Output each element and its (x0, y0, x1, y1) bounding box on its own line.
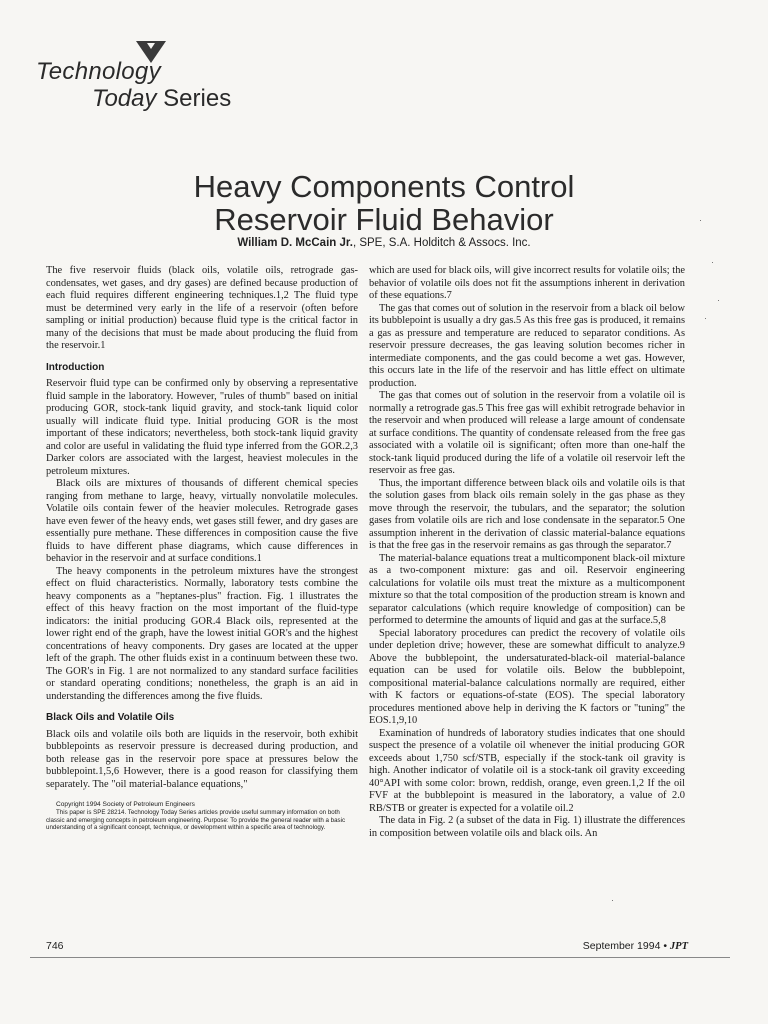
body-paragraph: Thus, the important difference between black oils and volatile oils is that the solution gases from black oils remain solely in the gas phase as they move through the reservoir, the tubulars, and the separator; the solution gases from volatile oils are rich and lose condensate in the separator.5 One assumption inherent in the derivation of classic material-balance equations is that the free gas in the reservoir remains as gas through the separator.7 (369, 477, 685, 551)
footer-rule (30, 957, 730, 958)
body-paragraph: which are used for black oils, will give incorrect results for volatile oils; the behavior of volatile oils does not fit the assumptions inherent in derivation of these equations.7 (369, 265, 685, 301)
author-line (0, 237, 768, 249)
body-paragraph: Black oils and volatile oils both are liquids in the reservoir, both exhibit bubblepoints as reservoir pressure is decreased during production, and both release gas in the reservoir pore space at pressures below the bubblepoint.1,5,6 However, there is a good reason for classifying them separately. The "oil material-balance equations," (46, 728, 358, 790)
series-note: This paper is SPE 28214. Technology Today Series articles provide useful summary information on both classic and emerging concepts in petroleum engineering. Purpose: To provide the general reader with a basic understanding of a significant concept, technique, or development within a specific area of technology. (46, 809, 346, 831)
title-line-1: Heavy Components Control (193, 169, 575, 204)
page-number: 746 (46, 940, 64, 952)
series-title-technology: Technology (36, 58, 161, 85)
scan-speck (705, 318, 706, 319)
body-paragraph: The material-balance equations treat a multicomponent black-oil mixture as a two-component mixture: gas and oil. Reservoir engineering calculations for volatile oils must treat the mixture as a multicomponent mixture so that the total composition of the production stream is known and separator calculations (which require knowledge of composition) can be performed to determine the amounts of liquid and gas at the surface.5,8 (369, 552, 685, 626)
author-name: William D. McCain Jr. (237, 237, 353, 249)
footnotes (46, 801, 358, 832)
series-today: Today (92, 85, 157, 112)
series-word: Series (156, 85, 232, 112)
copyright-notice: Copyright 1994 Society of Petroleum Engineers (56, 801, 195, 808)
intro-paragraph: The five reservoir fluids (black oils, volatile oils, retrograde gas-condensates, wet gases, and dry gases) are defined because production of each fluid requires different engineering techniques.1,2 The fluid type must be determined very early in the life of a reservoir (often before sampling or initial production) because fluid type is the critical factor in many of the decisions that must be made about producing the fluid from the reservoir.1 (46, 265, 358, 351)
issue-date: September 1994 • (582, 940, 670, 952)
journal-name: JPT (669, 941, 688, 952)
scan-speck (612, 900, 613, 901)
right-column (369, 265, 685, 840)
body-paragraph: The data in Fig. 2 (a subset of the data in Fig. 1) illustrate the differences in composition between volatile oils and black oils. An (369, 815, 685, 839)
footer-date (583, 940, 688, 952)
scan-speck (700, 220, 701, 221)
body-paragraph: Black oils are mixtures of thousands of different chemical species ranging from methane to large, heavy, virtually nonvolatile molecules. Volatile oils contain fewer of the heavier molecules. Retrograde gases have even fewer of the heavy ends, wet gases still fewer, and dry gases are essentially pure methane. These differences in composition cause the five fluids to have different phase diagrams, which cause differences in behavior in the reservoir and at surface conditions.1 (46, 478, 358, 564)
body-paragraph: Examination of hundreds of laboratory studies indicates that one should suspect the presence of a volatile oil whenever the initial producing GOR exceeds about 1,750 scf/STB, especially if the stock-tank oil gravity is high. Another indicator of volatile oil is a stock-tank oil gravity exceeding 40°API with some color: brown, reddish, orange, even green.1,2 If the oil FVF at the bubblepoint is measured in the laboratory, a value of 2.0 RB/STB or greater is expected for a volatile oil.2 (369, 727, 685, 814)
left-column (46, 265, 358, 832)
body-paragraph: Special laboratory procedures can predict the recovery of volatile oils under depletion drive; however, these are somewhat difficult to analyze.9 Above the bubblepoint, the undersaturated-black-oil material-balance equation can be used for volatile oils. Below the bubblepoint, compositional material-balance calculations normally are required, either with K factors or equations-of-state (EOS). The special laboratory procedures mentioned above help in deriving the K factors or "tuning" the EOS.1,9,10 (369, 627, 685, 726)
body-paragraph: The gas that comes out of solution in the reservoir from a black oil below its bubblepoint is usually a dry gas.5 As this free gas is produced, it remains a gas as pressure and temperature are reduced to separator conditions. As reservoir pressure decreases, the gas leaving solution becomes richer in intermediate components, and the gas could become a wet gas. However, this occurs late in the life of the reservoir and has little effect on ultimate production. (369, 302, 685, 389)
body-paragraph: The heavy components in the petroleum mixtures have the strongest effect on fluid characteristics. Normally, laboratory tests combine the heavy components as a "heptanes-plus" fraction. Fig. 1 illustrates the effect of this heavy fraction on the most important of the fluid-type indicators: the initial producing GOR.4 Black oils, represented at the lower right end of the graph, have the lowest initial GOR's and the highest concentrations of heavy components. Dry gases are located at the upper left of the graph. The other fluids exist in a continuum between these two. The GOR's in Fig. 1 are not normalized to any standard surface facilities or standard operating conditions; nonetheless, the graph is an aid in understanding the differences among the five fluids. (46, 565, 358, 702)
scan-speck (718, 300, 719, 301)
series-title-today-series (92, 85, 231, 113)
body-paragraph: The gas that comes out of solution in the reservoir from a volatile oil is normally a retrograde gas.5 This free gas will exhibit retrograde behavior in the reservoir and when produced will release a large amount of condensate at surface conditions. The quantity of condensate released from the free gas associated with a volatile oil is significant; often more than one-half the stock-tank liquid produced during the life of a volatile oil reservoir left the reservoir as free gas. (369, 390, 685, 476)
scan-speck (712, 262, 713, 263)
author-affiliation: , SPE, S.A. Holditch & Assocs. Inc. (352, 237, 531, 249)
article-title (0, 170, 768, 236)
title-line-2: Reservoir Fluid Behavior (214, 202, 554, 237)
section-heading-black-oils: Black Oils and Volatile Oils (46, 712, 175, 723)
section-heading-introduction: Introduction (46, 361, 105, 373)
body-paragraph: Reservoir fluid type can be confirmed only by observing a representative fluid sample in the laboratory. However, "rules of thumb" based on initial producing GOR, stock-tank liquid gravity, and stock-tank liquid color usually will indicate fluid type. Initial producing GOR is the most important of these indicators; nevertheless, both stock-tank liquid gravity and color are useful in validating the fluid type inferred from the GOR.2,3 Darker colors are associated with the largest, heaviest molecules in the petroleum mixtures. (46, 378, 358, 477)
